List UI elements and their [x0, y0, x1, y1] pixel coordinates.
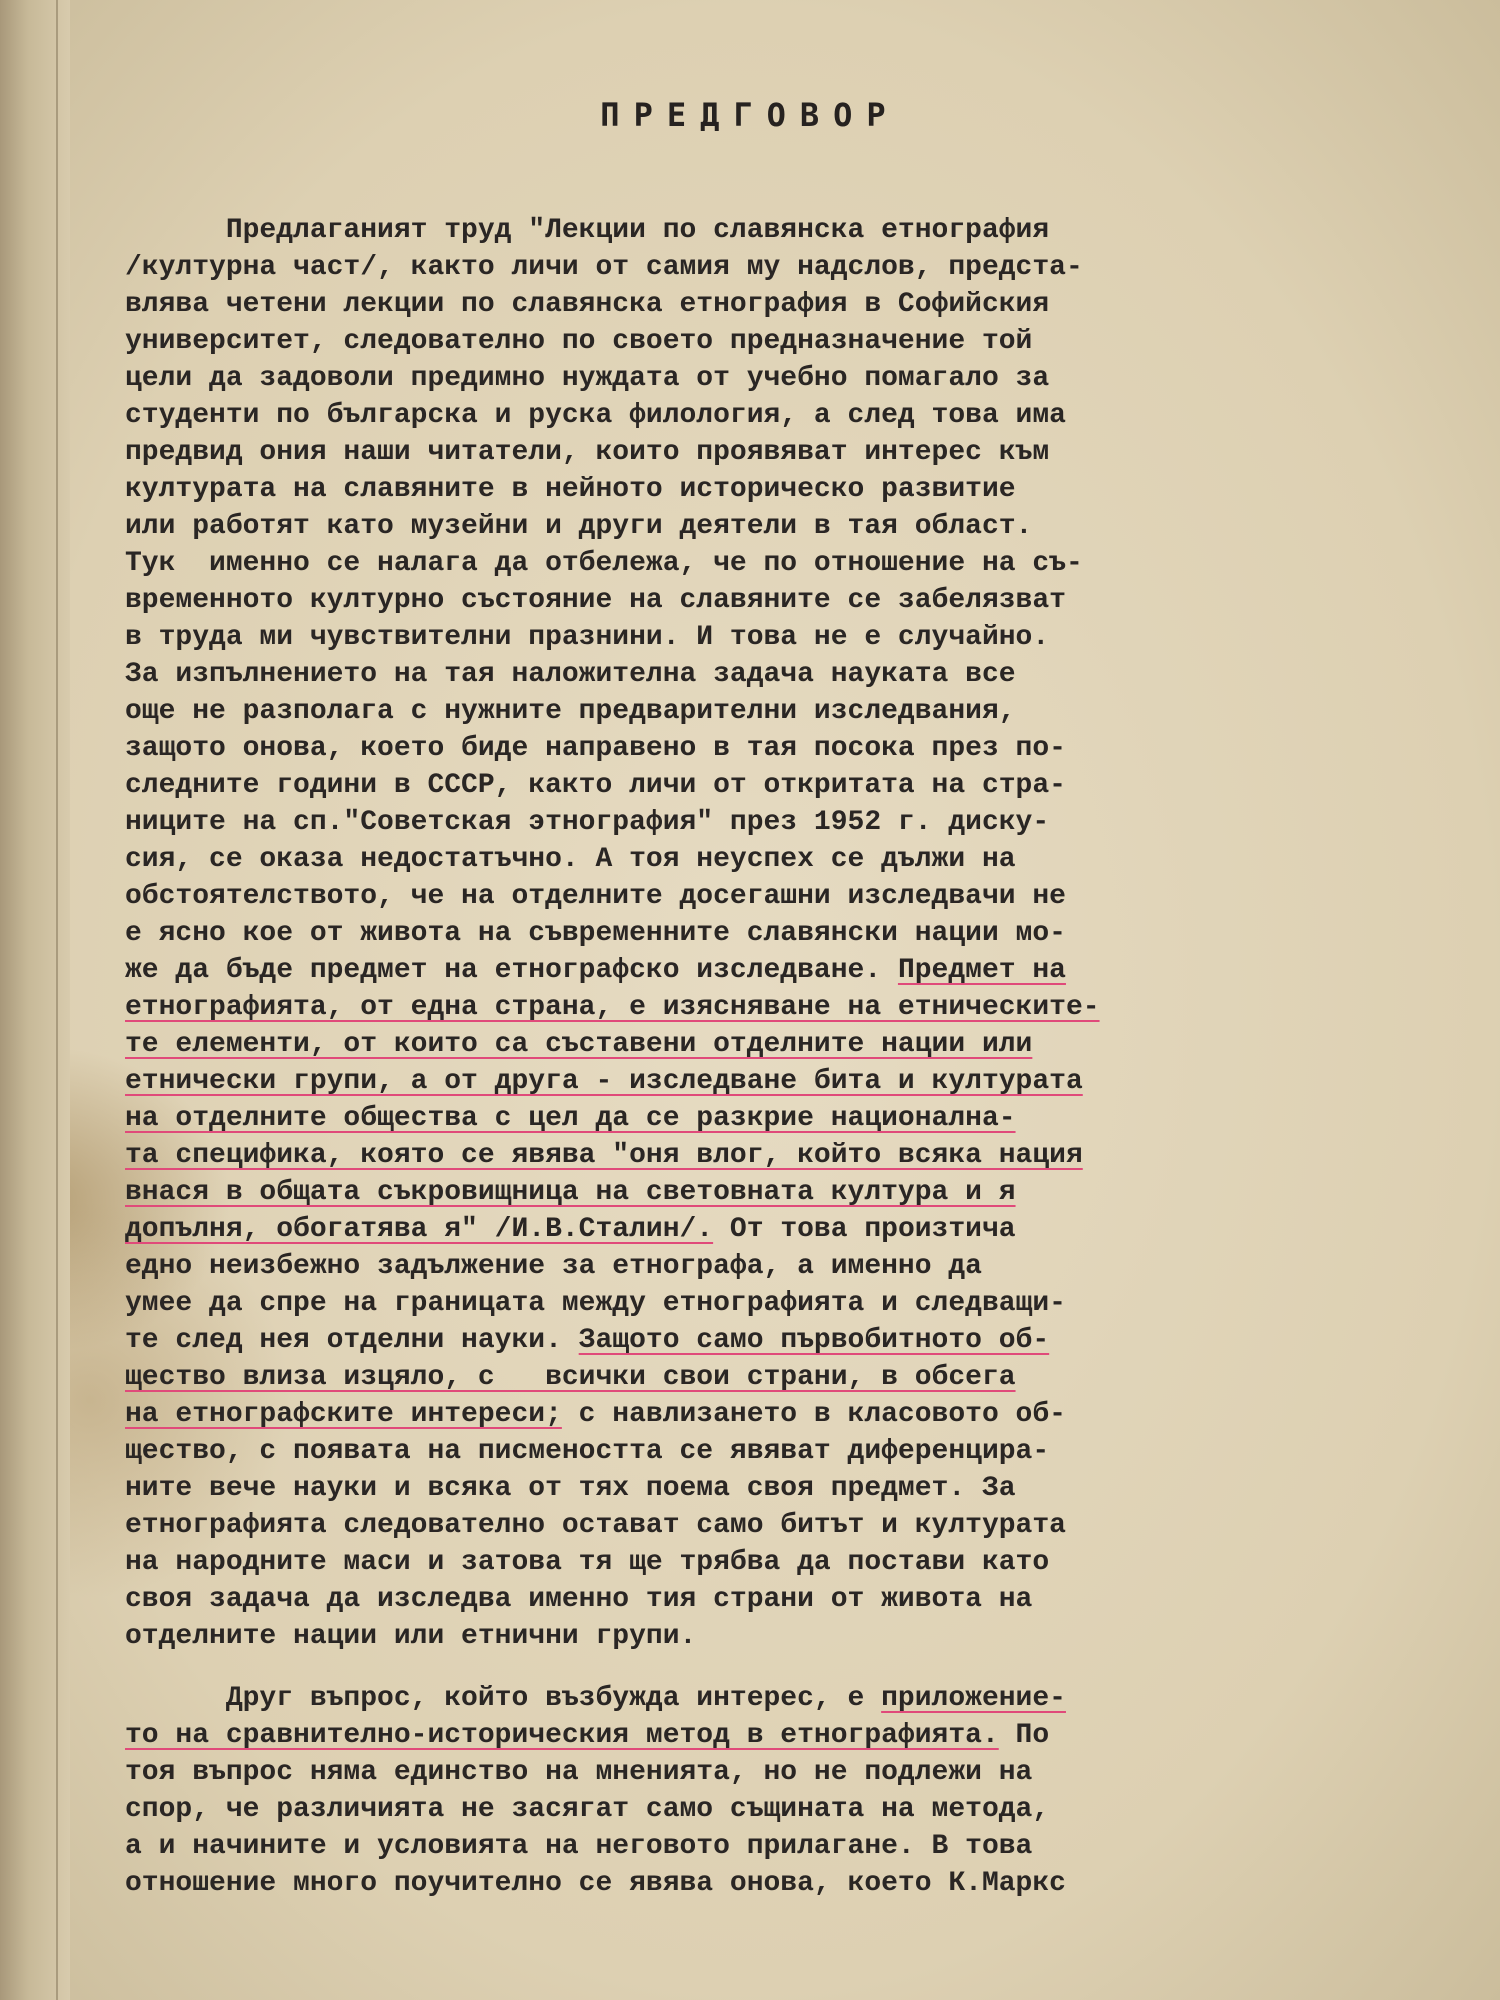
text-line: [125, 323, 1455, 360]
text-segment: /културна част/, както личи от самия му надслов, предста-: [125, 252, 1083, 283]
underlined-text: на отделните общества с цел да се разкрие национална-: [125, 1103, 1016, 1134]
text-segment: на народните маси и затова тя ще трябва да постави като: [125, 1547, 1050, 1578]
text-line: [125, 434, 1455, 471]
text-line: [125, 1865, 1455, 1902]
text-line: [125, 1063, 1455, 1100]
text-segment: отделните нации или етнични групи.: [125, 1621, 697, 1652]
underlined-text: то на сравнително-историческия метод в етнографията.: [125, 1720, 999, 1751]
text-line: [125, 1211, 1455, 1248]
underlined-text: щество влиза изцяло, с всички свои страни, в обсега: [125, 1362, 1016, 1393]
text-segment: а и начините и условията на неговото прилагане. В това: [125, 1831, 1033, 1862]
text-segment: културата на славяните в нейното историческо развитие: [125, 474, 1016, 505]
text-line: [125, 1026, 1455, 1063]
text-segment: спор, че различията не засягат само същината на метода,: [125, 1794, 1050, 1825]
underlined-text: Предмет на: [897, 955, 1066, 986]
text-segment: обстоятелството, че на отделните досегашни изследвачи не: [125, 881, 1066, 912]
text-line: [125, 1396, 1455, 1433]
text-line: [125, 1470, 1455, 1507]
text-line: [125, 1717, 1455, 1754]
body-text: [125, 212, 1455, 1902]
underlined-text: етнографията, от една страна, е изясняване на етническите-: [125, 992, 1100, 1023]
text-segment: още не разполага с нужните предварителни изследвания,: [125, 696, 1016, 727]
text-segment: ните вече науки и всяка от тях поема своя предмет. За: [125, 1473, 1016, 1504]
page-title: ПРЕДГОВОР: [600, 96, 900, 134]
text-segment: в труда ми чувствителни празнини. И това не е случайно.: [125, 622, 1050, 653]
text-line: [125, 989, 1455, 1026]
underlined-text: приложение-: [881, 1683, 1066, 1714]
text-segment: следните години в СССР, както личи от откритата на стра-: [125, 770, 1066, 801]
text-segment: с навлизането в класовото об-: [561, 1399, 1066, 1430]
text-segment: едно неизбежно задължение за етнографа, а именно да: [125, 1251, 982, 1282]
text-segment: ниците на сп."Советская этнография" през 1952 г. дискy-: [125, 807, 1050, 838]
text-line: [125, 1433, 1455, 1470]
text-line: [125, 360, 1455, 397]
text-segment: временното културно състояние на славяните се забелязват: [125, 585, 1066, 616]
text-segment: те след нея отделни науки.: [125, 1325, 579, 1356]
text-line: [125, 1100, 1455, 1137]
text-line: [125, 1285, 1455, 1322]
text-line: [125, 915, 1455, 952]
underlined-text: Защото само първобитното об-: [578, 1325, 1050, 1356]
text-line: [125, 767, 1455, 804]
text-line: [125, 619, 1455, 656]
text-segment: етнографията следователно остават само битът и културата: [125, 1510, 1066, 1541]
text-segment: студенти по българска и руска филология, а след това има: [125, 400, 1066, 431]
text-segment: или работят като музейни и други деятели в тая област.: [125, 511, 1033, 542]
underlined-text: те елементи, от които са съставени отделните нации или: [125, 1029, 1033, 1060]
text-line: [125, 1137, 1455, 1174]
text-segment: защото онова, което биде направено в тая посока през по-: [125, 733, 1066, 764]
text-line: [125, 841, 1455, 878]
text-segment: Предлаганият труд "Лекции по славянска етнография: [125, 215, 1050, 246]
paragraph: [125, 1680, 1455, 1902]
text-line: [125, 1507, 1455, 1544]
text-line: [125, 952, 1455, 989]
text-line: [125, 1174, 1455, 1211]
text-segment: От това произтича: [713, 1214, 1016, 1245]
text-line: [125, 1248, 1455, 1285]
text-line: [125, 1544, 1455, 1581]
text-line: [125, 1322, 1455, 1359]
text-segment: отношение много поучително се явява онова, което К.Маркс: [125, 1868, 1066, 1899]
text-line: [125, 693, 1455, 730]
page-edge: [56, 0, 58, 2000]
text-line: [125, 730, 1455, 767]
underlined-text: допълня, обогатява я" /И.В.Сталин/.: [125, 1214, 714, 1245]
text-line: [125, 1754, 1455, 1791]
book-gutter: [0, 0, 70, 2000]
text-segment: цели да задоволи предимно нуждата от учебно помагало за: [125, 363, 1050, 394]
underlined-text: внася в общата съкровищница на световната култура и я: [125, 1177, 1016, 1208]
text-segment: сия, се оказа недостатъчно. А тоя неуспех се дължи на: [125, 844, 1016, 875]
text-line: [125, 1581, 1455, 1618]
text-segment: По: [998, 1720, 1050, 1751]
text-segment: же да бъде предмет на етнографско изследване.: [125, 955, 898, 986]
text-line: [125, 1618, 1455, 1655]
text-segment: тоя въпрос няма единство на мненията, но не подлежи на: [125, 1757, 1033, 1788]
underlined-text: та специфика, която се явява "оня влог, който всяка нация: [125, 1140, 1083, 1171]
text-line: [125, 212, 1455, 249]
text-line: [125, 286, 1455, 323]
text-segment: предвид ония наши читатели, които проявяват интерес към: [125, 437, 1050, 468]
text-line: [125, 397, 1455, 434]
paragraph-gap: [125, 1655, 1455, 1680]
text-line: [125, 656, 1455, 693]
text-line: [125, 1828, 1455, 1865]
underlined-text: етнически групи, а от друга - изследване бита и културата: [125, 1066, 1083, 1097]
text-segment: умее да спре на границата между етнографията и следващи-: [125, 1288, 1066, 1319]
text-segment: университет, следователно по своето предназначение той: [125, 326, 1033, 357]
text-line: [125, 249, 1455, 286]
text-line: [125, 471, 1455, 508]
text-segment: е ясно кое от живота на съвременните славянски нации мо-: [125, 918, 1066, 949]
text-line: [125, 1680, 1455, 1717]
text-line: [125, 582, 1455, 619]
text-segment: влява четени лекции по славянска етнография в Софийския: [125, 289, 1050, 320]
text-segment: щество, с появата на писмеността се явяват диференцира-: [125, 1436, 1050, 1467]
text-line: [125, 878, 1455, 915]
underlined-text: на етнографските интереси;: [125, 1399, 562, 1430]
text-segment: Тук именно се налага да отбележа, че по отношение на съ-: [125, 548, 1083, 579]
text-line: [125, 1359, 1455, 1396]
text-line: [125, 545, 1455, 582]
text-line: [125, 1791, 1455, 1828]
text-line: [125, 508, 1455, 545]
text-segment: своя задача да изследва именно тия страни от живота на: [125, 1584, 1033, 1615]
text-segment: За изпълнението на тая наложителна задача науката все: [125, 659, 1016, 690]
paragraph: [125, 212, 1455, 1655]
text-line: [125, 804, 1455, 841]
text-segment: Друг въпрос, който възбужда интерес, е: [125, 1683, 882, 1714]
